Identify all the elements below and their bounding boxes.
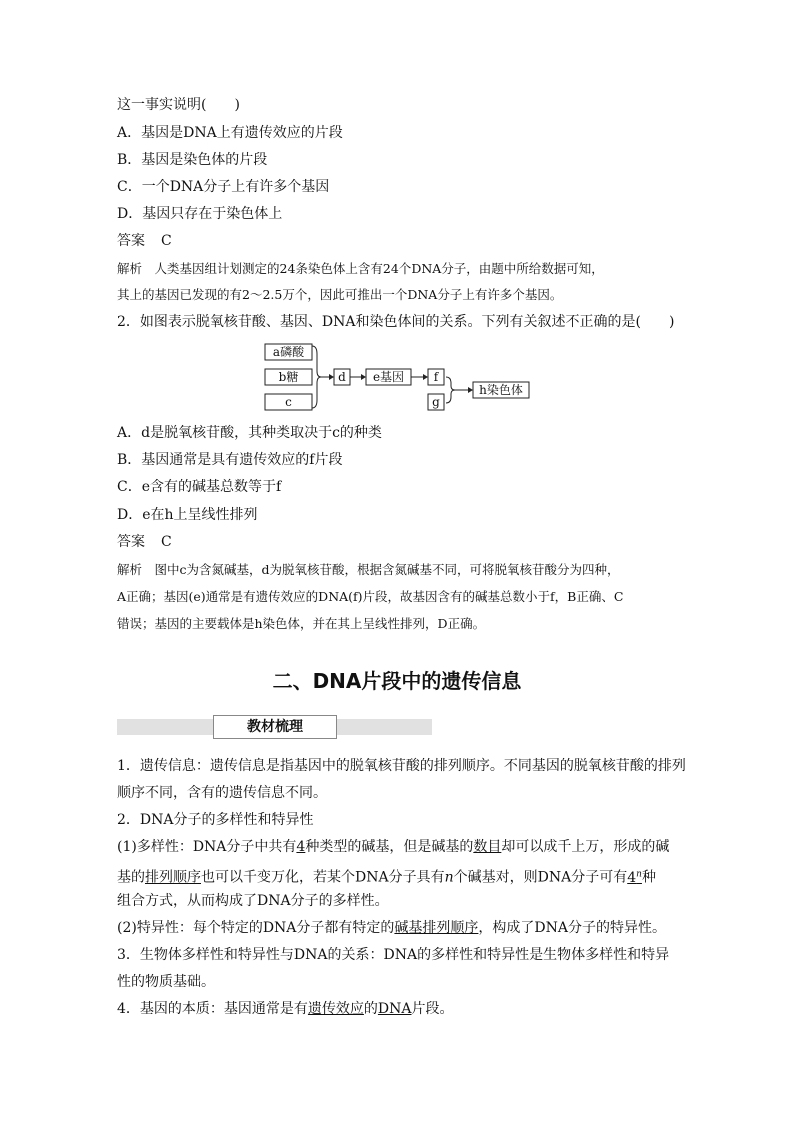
diagram-box-f	[428, 369, 444, 385]
diagram-label-h: h染色体	[479, 383, 523, 397]
content-p1-line2: 顺序不同，含有的遗传信息不同。	[117, 785, 327, 801]
relationship-diagram	[255, 340, 545, 414]
p3-text-c: 却可以成千上万，形成的碱	[501, 839, 670, 855]
diagram-box-g	[428, 394, 444, 410]
q2-option-b: B．基因通常是具有遗传效应的f片段	[117, 452, 343, 468]
diagram-box-d	[334, 369, 350, 385]
content-p3	[117, 837, 669, 857]
q1-analysis-line1: 解析 人类基因组计划测定的24条染色体上含有24个DNA分子，由题中所给数据可知，	[117, 261, 604, 276]
q2-stem: 2．如图表示脱氧核苷酸、基因、DNA和染色体间的关系。下列有关叙述不正确的是( )	[117, 314, 675, 330]
q2-option-c: C．e含有的碱基总数等于f	[117, 479, 282, 495]
diagram-label-b: b糖	[278, 370, 299, 384]
q1-option-b: B．基因是染色体的片段	[117, 152, 268, 168]
p4-underline-order: 排列顺序	[145, 869, 201, 886]
p4-text-a: 基的	[117, 869, 145, 886]
p4-variable-n: n	[444, 869, 454, 886]
p3-text-b: 种类型的碱基，但是碱基的	[305, 839, 474, 855]
diagram-label-f: f	[433, 370, 439, 384]
q2-analysis-line1: 解析 图中c为含氮碱基，d为脱氧核苷酸，根据含氮碱基不同，可将脱氧核苷酸分为四种，	[117, 562, 620, 577]
q1-answer-value: C	[161, 233, 172, 249]
q1-answer	[117, 231, 172, 251]
q1-option-d: D．基因只存在于染色体上	[117, 206, 283, 222]
q2-answer	[117, 532, 172, 552]
section-title: 二、DNA片段中的遗传信息	[272, 669, 522, 693]
diagram-label-e: e基因	[372, 370, 405, 384]
diagram-box-e	[366, 369, 411, 385]
content-p8	[117, 999, 454, 1019]
diagram-label-c: c	[285, 395, 292, 409]
p3-underline-count: 4	[296, 839, 306, 855]
content-p7-line2: 性的物质基础。	[117, 974, 215, 990]
brace-left	[312, 346, 321, 408]
content-p7-line1: 3．生物体多样性和特异性与DNA的关系：DNA的多样性和特异性是生物体多样性和特异	[117, 947, 670, 963]
content-p4	[117, 864, 656, 888]
p4-power-base: 4	[627, 869, 637, 886]
diagram-box-a	[265, 344, 312, 360]
diagram-box-c	[265, 394, 312, 410]
q1-option-a: A．基因是DNA上有遗传效应的片段	[117, 125, 343, 141]
diagram-box-b	[265, 369, 312, 385]
p4-text-c: 个碱基对，则DNA分子可有	[453, 869, 628, 886]
p6-underline-sequence: 碱基排列顺序	[394, 920, 479, 936]
content-p5: 组合方式，从而构成了DNA分子的多样性。	[117, 893, 389, 909]
q2-option-d: D．e在h上呈线性排列	[117, 507, 258, 523]
q2-analysis-line3: 错误；基因的主要载体是h染色体，并在其上呈线性排列，D正确。	[117, 616, 486, 631]
q1-answer-label: 答案	[117, 233, 145, 249]
diagram-box-h	[473, 382, 529, 398]
diagram-label-a: a磷酸	[272, 345, 305, 359]
diagram-label-g: g	[432, 395, 440, 409]
p3-underline-number: 数目	[473, 839, 502, 855]
p6-text-b: ，构成了DNA分子的特异性。	[478, 920, 667, 936]
p4-text-d: 种	[641, 869, 656, 886]
q2-analysis-line2: A正确；基因(e)通常是有遗传效应的DNA(f)片段，故基因含有的碱基总数小于f，B正确、C	[117, 589, 624, 604]
content-p2: 2．DNA分子的多样性和特异性	[117, 812, 314, 828]
section-band-label: 教材梳理	[213, 715, 337, 739]
p3-text-a: (1)多样性：DNA分子中共有	[117, 839, 297, 855]
q1-stem-tail: 这一事实说明( )	[117, 97, 240, 113]
p4-text-b: 也可以千变万化，若某个DNA分子具有	[201, 869, 445, 886]
p8-text-a: 4．基因的本质：基因通常是有	[117, 1001, 308, 1017]
q1-option-c: C．一个DNA分子上有许多个基因	[117, 179, 330, 195]
content-p6	[117, 918, 666, 938]
content-p1-line1: 1．遗传信息：遗传信息是指基因中的脱氧核苷酸的排列顺序。不同基因的脱氧核苷酸的排列	[117, 758, 686, 774]
brace-right	[446, 377, 455, 403]
p8-underline-dna: DNA	[377, 1001, 412, 1017]
q2-answer-value: C	[161, 534, 172, 550]
p8-text-c: 片段。	[411, 1001, 454, 1017]
p4-underline-power	[627, 870, 642, 886]
p6-text-a: (2)特异性：每个特定的DNA分子都有特定的	[117, 920, 395, 936]
p8-text-b: 的	[363, 1001, 378, 1017]
p4-power-exponent: n	[636, 869, 642, 879]
q1-analysis-line2: 其上的基因已发现的有2～2.5万个，因此可推出一个DNA分子上有许多个基因。	[117, 287, 563, 302]
q2-answer-label: 答案	[117, 534, 145, 550]
q2-option-a: A．d是脱氧核苷酸，其种类取决于c的种类	[117, 425, 382, 441]
diagram-label-d: d	[338, 370, 346, 384]
p8-underline-effect: 遗传效应	[307, 1001, 364, 1017]
